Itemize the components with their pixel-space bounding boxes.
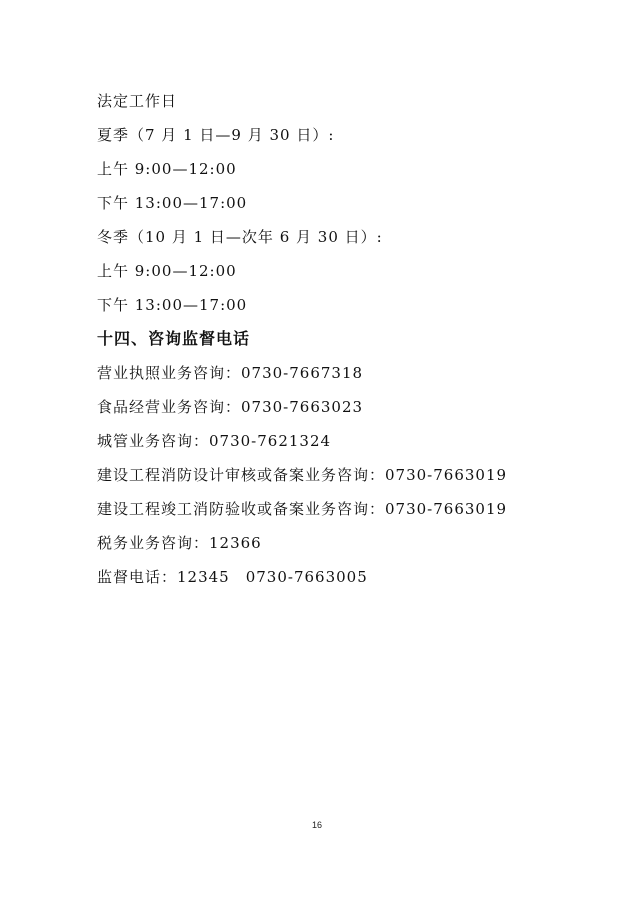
summer-period: 夏季（7 月 1 日—9 月 30 日）: [97,126,335,144]
contact-fire-design-review: 建设工程消防设计审核或备案业务咨询：0730-7663019 [97,466,508,484]
contact-urban-management: 城管业务咨询：0730-7621324 [97,432,332,450]
contact-tax: 税务业务咨询：12366 [97,534,262,552]
winter-morning-hours: 上午 9:00—12:00 [97,262,237,280]
contact-fire-acceptance: 建设工程竣工消防验收或备案业务咨询：0730-7663019 [97,500,508,518]
winter-afternoon-hours: 下午 13:00—17:00 [97,296,248,314]
summer-afternoon-hours: 下午 13:00—17:00 [97,194,248,212]
section-heading: 十四、咨询监督电话 [97,329,251,348]
page-number: 16 [311,820,322,830]
contact-food-business: 食品经营业务咨询：0730-7663023 [97,398,364,416]
document-body [97,84,597,594]
contact-business-license: 营业执照业务咨询：0730-7667318 [97,364,364,382]
summer-morning-hours: 上午 9:00—12:00 [97,160,237,178]
working-days-label: 法定工作日 [97,92,178,110]
contact-supervision: 监督电话：12345 0730-7663005 [97,568,368,586]
winter-period: 冬季（10 月 1 日—次年 6 月 30 日）: [97,228,383,246]
